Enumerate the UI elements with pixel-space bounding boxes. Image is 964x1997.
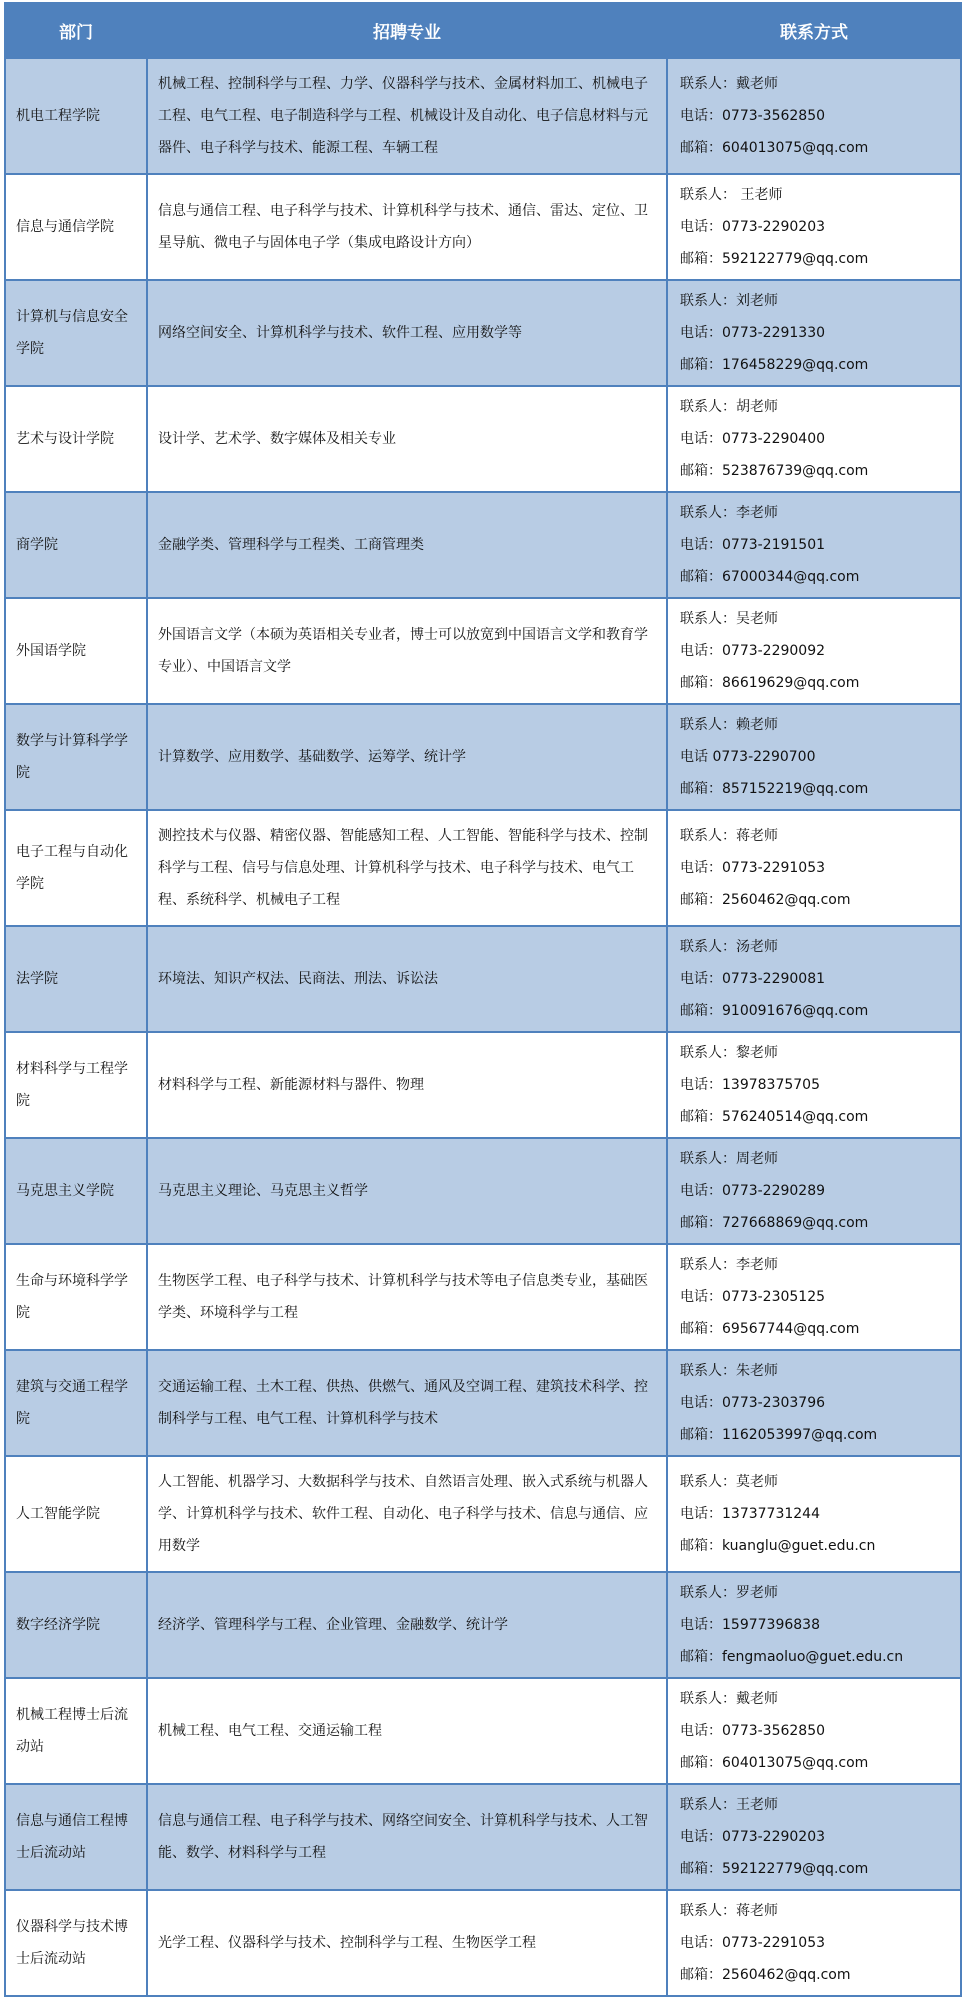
contact-phone: 电话：0773-2305125 [680,1289,826,1305]
major-cell: 信息与通信工程、电子科学与技术、网络空间安全、计算机科学与技术、人工智能、数学、材料科学与工程 [147,1784,667,1890]
contact-email: 邮箱：523876739@qq.com [680,463,869,479]
dept-cell: 数学与计算科学学院 [5,704,147,810]
table-row [5,174,961,280]
dept-cell: 计算机与信息安全学院 [5,280,147,386]
dept-cell: 机械工程博士后流动站 [5,1678,147,1784]
contact-cell [667,1678,961,1784]
contact-phone: 电话：13978375705 [680,1077,820,1093]
contact-email: 邮箱：910091676@qq.com [680,1003,869,1019]
contact-email: 邮箱：69567744@qq.com [680,1321,860,1337]
contact-cell [667,386,961,492]
contact-person: 联系人：蒋老师 [680,828,778,844]
table-row [5,1138,961,1244]
contact-cell [667,1890,961,1996]
contact-phone: 电话：13737731244 [680,1506,820,1522]
contact-person: 联系人：王老师 [680,1797,778,1813]
dept-cell: 材料科学与工程学院 [5,1032,147,1138]
contact-phone: 电话：0773-2303796 [680,1395,826,1411]
contact-cell [667,1456,961,1572]
contact-person: 联系人：莫老师 [680,1474,778,1490]
table-row [5,1784,961,1890]
dept-cell: 电子工程与自动化学院 [5,810,147,926]
major-cell: 环境法、知识产权法、民商法、刑法、诉讼法 [147,926,667,1032]
dept-cell: 信息与通信学院 [5,174,147,280]
major-cell: 网络空间安全、计算机科学与技术、软件工程、应用数学等 [147,280,667,386]
contact-email: 邮箱：2560462@qq.com [680,1967,851,1983]
table-row [5,1032,961,1138]
contact-cell [667,174,961,280]
contact-cell [667,492,961,598]
dept-cell: 商学院 [5,492,147,598]
contact-cell [667,926,961,1032]
contact-cell [667,1572,961,1678]
contact-cell [667,704,961,810]
table-row [5,1350,961,1456]
dept-cell: 生命与环境科学学院 [5,1244,147,1350]
contact-person: 联系人： 王老师 [680,187,783,203]
major-cell: 机械工程、控制科学与工程、力学、仪器科学与技术、金属材料加工、机械电子工程、电气工程、电子制造科学与工程、机械设计及自动化、电子信息材料与元器件、电子科学与技术、能源工程、车辆工程 [147,58,667,174]
contact-person: 联系人：蒋老师 [680,1903,778,1919]
table-row [5,1678,961,1784]
contact-email: 邮箱：67000344@qq.com [680,569,860,585]
contact-email: 邮箱：176458229@qq.com [680,357,869,373]
contact-person: 联系人：刘老师 [680,293,778,309]
contact-person: 联系人：罗老师 [680,1585,778,1601]
recruitment-table [4,2,962,1997]
table-row [5,1244,961,1350]
contact-cell [667,1350,961,1456]
contact-phone: 电话：0773-2290081 [680,971,826,987]
contact-phone: 电话：0773-2191501 [680,537,826,553]
table-row [5,1456,961,1572]
dept-cell: 信息与通信工程博士后流动站 [5,1784,147,1890]
contact-email: 邮箱：604013075@qq.com [680,1755,869,1771]
major-cell: 外国语言文学（本硕为英语相关专业者，博士可以放宽到中国语言文学和教育学专业）、中国语言文学 [147,598,667,704]
major-cell: 光学工程、仪器科学与技术、控制科学与工程、生物医学工程 [147,1890,667,1996]
contact-person: 联系人：赖老师 [680,717,778,733]
contact-email: 邮箱：2560462@qq.com [680,892,851,908]
contact-cell [667,1244,961,1350]
contact-person: 联系人：黎老师 [680,1045,778,1061]
contact-email: 邮箱：592122779@qq.com [680,1861,869,1877]
dept-cell: 数字经济学院 [5,1572,147,1678]
contact-email: 邮箱：592122779@qq.com [680,251,869,267]
contact-email: 邮箱：1162053997@qq.com [680,1427,878,1443]
contact-phone: 电话：0773-2291053 [680,860,826,876]
contact-phone: 电话：15977396838 [680,1617,820,1633]
dept-cell: 人工智能学院 [5,1456,147,1572]
contact-person: 联系人：胡老师 [680,399,778,415]
contact-person: 联系人：戴老师 [680,1691,778,1707]
contact-cell [667,280,961,386]
contact-phone: 电话：0773-2290400 [680,431,826,447]
table-row [5,704,961,810]
major-cell: 金融学类、管理科学与工程类、工商管理类 [147,492,667,598]
contact-email: 邮箱：86619629@qq.com [680,675,860,691]
major-cell: 机械工程、电气工程、交通运输工程 [147,1678,667,1784]
dept-cell: 艺术与设计学院 [5,386,147,492]
contact-cell [667,1138,961,1244]
table-body [5,58,961,1996]
contact-cell [667,810,961,926]
contact-person: 联系人：李老师 [680,505,778,521]
major-cell: 信息与通信工程、电子科学与技术、计算机科学与技术、通信、雷达、定位、卫星导航、微电子与固体电子学（集成电路设计方向） [147,174,667,280]
major-cell: 材料科学与工程、新能源材料与器件、物理 [147,1032,667,1138]
major-cell: 生物医学工程、电子科学与技术、计算机科学与技术等电子信息类专业，基础医学类、环境科学与工程 [147,1244,667,1350]
contact-person: 联系人：戴老师 [680,76,778,92]
major-cell: 测控技术与仪器、精密仪器、智能感知工程、人工智能、智能科学与技术、控制科学与工程、信号与信息处理、计算机科学与技术、电子科学与技术、电气工程、系统科学、机械电子工程 [147,810,667,926]
contact-person: 联系人：汤老师 [680,939,778,955]
table-row [5,280,961,386]
dept-cell: 马克思主义学院 [5,1138,147,1244]
contact-cell [667,58,961,174]
contact-phone: 电话 0773-2290700 [680,749,816,765]
contact-person: 联系人：朱老师 [680,1363,778,1379]
contact-phone: 电话：0773-3562850 [680,1723,826,1739]
contact-email: 邮箱：727668869@qq.com [680,1215,869,1231]
table-row [5,1890,961,1996]
contact-phone: 电话：0773-2290289 [680,1183,826,1199]
contact-phone: 电话：0773-2290203 [680,1829,826,1845]
dept-cell: 机电工程学院 [5,58,147,174]
dept-cell: 外国语学院 [5,598,147,704]
major-cell: 人工智能、机器学习、大数据科学与技术、自然语言处理、嵌入式系统与机器人学、计算机科学与技术、软件工程、自动化、电子科学与技术、信息与通信、应用数学 [147,1456,667,1572]
dept-cell: 仪器科学与技术博士后流动站 [5,1890,147,1996]
contact-phone: 电话：0773-2291330 [680,325,826,341]
contact-phone: 电话：0773-3562850 [680,108,826,124]
table-row [5,926,961,1032]
major-cell: 马克思主义理论、马克思主义哲学 [147,1138,667,1244]
contact-person: 联系人：周老师 [680,1151,778,1167]
table-header-row [5,3,961,58]
major-cell: 经济学、管理科学与工程、企业管理、金融数学、统计学 [147,1572,667,1678]
contact-email: 邮箱：857152219@qq.com [680,781,869,797]
major-cell: 计算数学、应用数学、基础数学、运筹学、统计学 [147,704,667,810]
contact-cell [667,598,961,704]
table-row [5,58,961,174]
major-cell: 设计学、艺术学、数字媒体及相关专业 [147,386,667,492]
table-row [5,598,961,704]
contact-person: 联系人：李老师 [680,1257,778,1273]
table-row [5,492,961,598]
table-row [5,1572,961,1678]
contact-phone: 电话：0773-2290092 [680,643,826,659]
contact-phone: 电话：0773-2291053 [680,1935,826,1951]
contact-email: 邮箱：fengmaoluo@guet.edu.cn [680,1649,904,1665]
contact-phone: 电话：0773-2290203 [680,219,826,235]
contact-person: 联系人：吴老师 [680,611,778,627]
dept-cell: 建筑与交通工程学院 [5,1350,147,1456]
contact-cell [667,1784,961,1890]
table-row [5,386,961,492]
contact-email: 邮箱：kuanglu@guet.edu.cn [680,1538,876,1554]
dept-cell: 法学院 [5,926,147,1032]
header-major: 招聘专业 [147,3,667,58]
header-contact: 联系方式 [667,3,961,58]
table-row [5,810,961,926]
major-cell: 交通运输工程、土木工程、供热、供燃气、通风及空调工程、建筑技术科学、控制科学与工程、电气工程、计算机科学与技术 [147,1350,667,1456]
contact-email: 邮箱：604013075@qq.com [680,140,869,156]
header-dept: 部门 [5,3,147,58]
contact-cell [667,1032,961,1138]
contact-email: 邮箱：576240514@qq.com [680,1109,869,1125]
